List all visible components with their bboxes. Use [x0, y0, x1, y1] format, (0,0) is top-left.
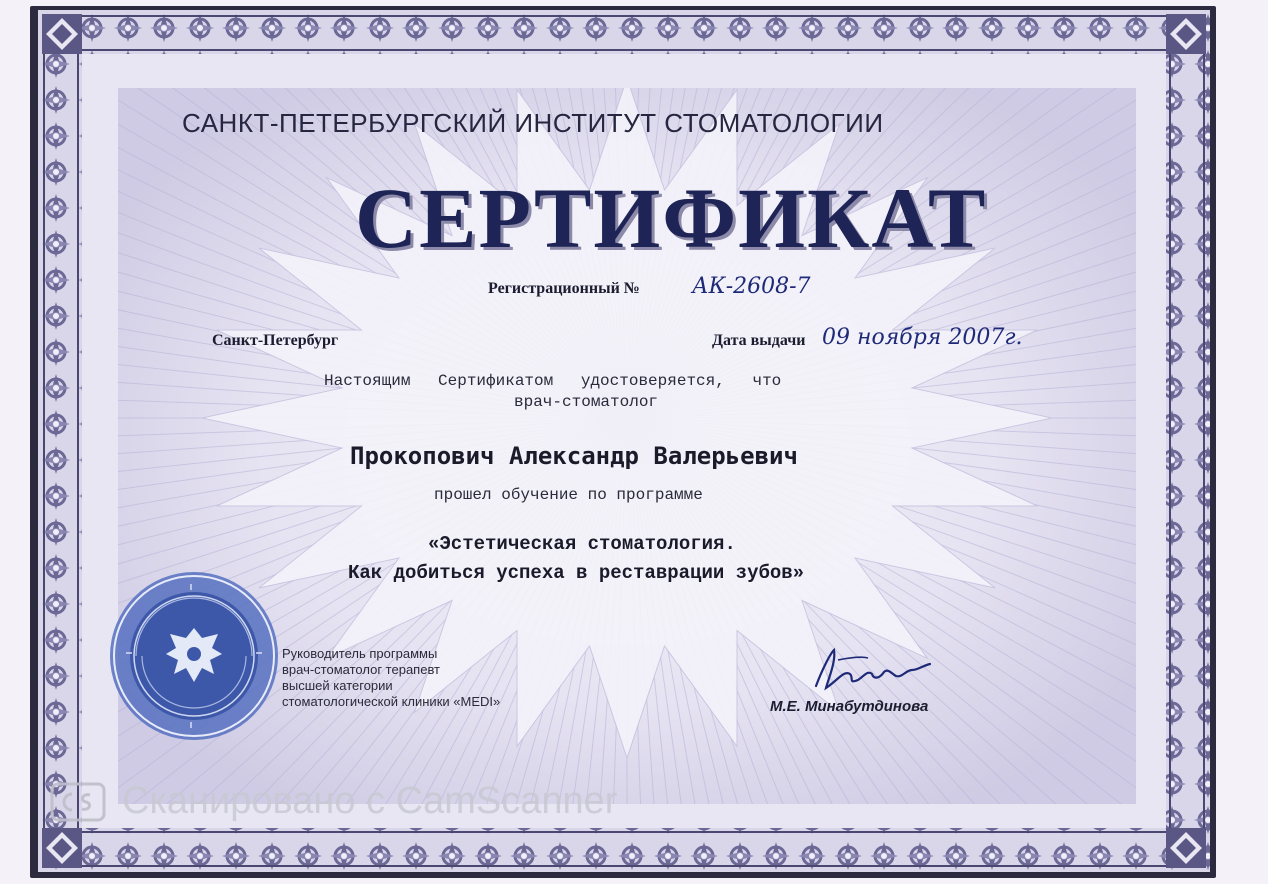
issue-date-label: Дата выдачи — [712, 332, 806, 349]
corner-ornament-tr — [1166, 14, 1206, 54]
recipient-name: Прокопович Александр Валерьевич — [350, 442, 798, 470]
certificate-title: СЕРТИФИКАТ — [355, 170, 988, 266]
registration-number: АК-2608-7 — [692, 274, 811, 299]
handwritten-signature — [808, 640, 938, 700]
corner-ornament-br — [1166, 828, 1206, 868]
role-line-3: высшей категории — [282, 678, 393, 693]
role-line-4: стоматологической клиники «MEDI» — [282, 694, 501, 709]
completed-text: прошел обучение по программе — [434, 486, 703, 504]
signer-name: М.Е. Минабутдинова — [770, 698, 929, 715]
camscanner-logo-icon — [50, 782, 106, 822]
role-line-2: врач-стоматолог терапевт — [282, 662, 441, 677]
corner-ornament-bl — [42, 828, 82, 868]
camscanner-watermark: Сканировано с CamScanner — [122, 780, 618, 822]
intro-line-2: врач-стоматолог — [514, 393, 659, 411]
role-line-1: Руководитель программы — [282, 646, 438, 661]
program-title-line-2: Как добиться успеха в реставрации зубов» — [348, 562, 805, 584]
institute-name: САНКТ-ПЕТЕРБУРГСКИЙ ИНСТИТУТ СТОМАТОЛОГИИ — [182, 108, 884, 138]
intro-line-1: Настоящим Сертификатом удостоверяется, что — [324, 372, 782, 390]
corner-ornament-tl — [42, 14, 82, 54]
official-seal — [106, 568, 282, 744]
registration-label: Регистрационный № — [488, 280, 640, 297]
city-label: Санкт-Петербург — [212, 332, 339, 349]
issue-date-value: 09 ноября 2007г. — [822, 325, 1023, 350]
program-title-line-1: «Эстетическая стоматология. — [428, 533, 736, 555]
